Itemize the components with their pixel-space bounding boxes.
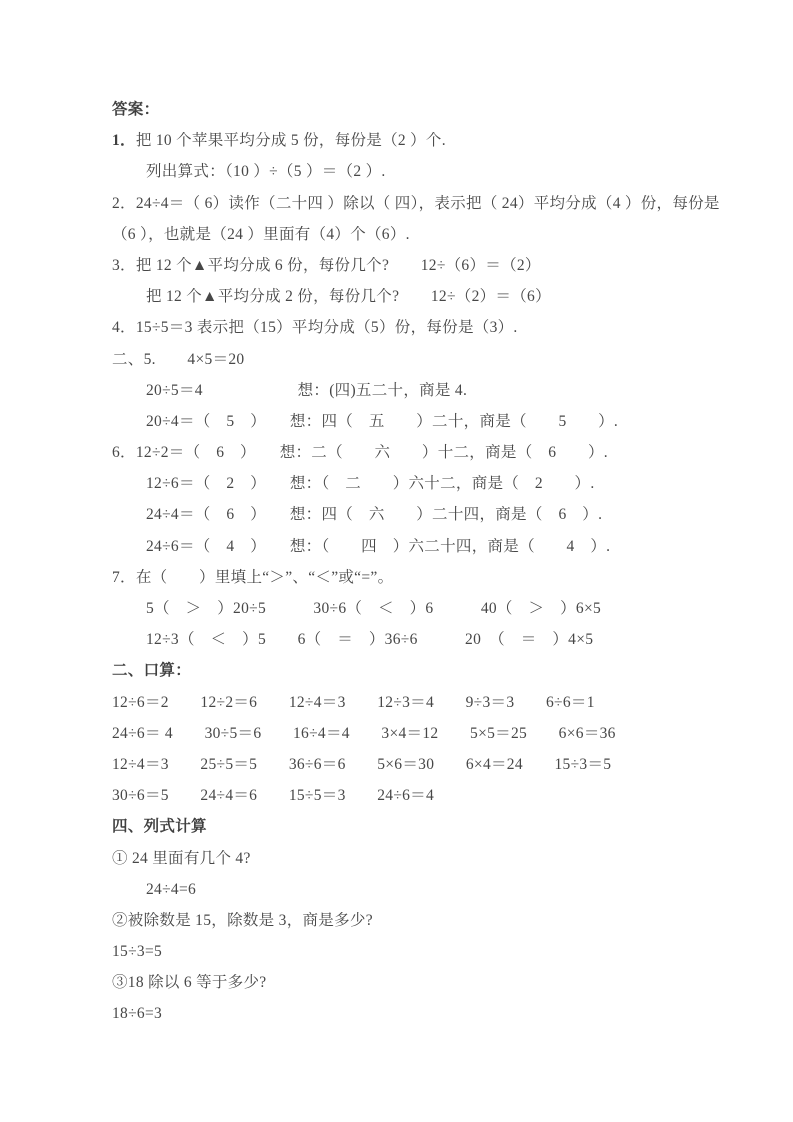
line-prefix: 答案： [112,101,160,118]
line-text: 24÷6＝ 4 30÷5＝6 16÷4＝4 3×4＝12 5×5＝25 6×6＝36 [112,724,616,742]
line-text: 24÷6＝（ 4 ） 想：（ 四 ）六二十四，商是（ 4 ）. [146,537,611,555]
lieshi-a2 [112,936,693,967]
lieshi-q2 [112,905,693,936]
answer-line-4 [112,312,693,343]
line-prefix: 1． [112,132,136,150]
section-koousuan-header [112,655,693,686]
line-text: 24÷4＝（ 6 ） 想：四（ 六 ）二十四，商是（ 6 ）. [146,506,603,524]
line-text: 7．在（ ）里填上“＞”、“＜”或“=”。 [112,568,394,586]
lieshi-a3 [112,998,693,1029]
answer-line-2 [112,188,720,219]
line-text: 20÷5＝4 想：(四)五二十，商是 4. [146,381,468,399]
line-text: 2．24÷4＝（ 6）读作（二十四 ）除以（ 四），表示把（ 24）平均分成（4 ）份，每份是 [112,194,720,212]
section2-item5 [112,344,693,375]
line-text: 3．把 12 个▲平均分成 6 份，每份几个? 12÷（6）＝（2） [112,256,541,274]
item7-title [112,562,693,593]
item6-line3 [112,499,693,530]
item6-line2 [112,468,693,499]
line-text: 30÷6＝5 24÷4＝6 15÷5＝3 24÷6＝4 [112,787,435,805]
koousuan-row4 [112,780,693,811]
line-text: 4．15÷5＝3 表示把（15）平均分成（5）份，每份是（3）. [112,319,518,337]
answer-line-3b [112,281,693,312]
item7-row2 [112,624,693,655]
line-text: 18÷6=3 [112,1005,163,1023]
line-text: 20÷4＝（ 5 ） 想：四（ 五 ）二十，商是（ 5 ）. [146,412,619,430]
line-text: 24÷4=6 [146,880,197,898]
answer-line-1 [112,125,693,156]
answer-line-1-equation [112,156,693,187]
line-text: （6 ），也就是（24 ）里面有（4）个（6）. [112,225,410,243]
line-prefix: 四、列式计算 [112,818,207,836]
line-text: 12÷4＝3 25÷5＝5 36÷6＝6 5×6＝30 6×4＝24 15÷3＝5 [112,755,612,773]
page-title [112,94,693,125]
item5-line2 [112,375,693,406]
koousuan-row1 [112,687,693,718]
item6-line4 [112,531,693,562]
lieshi-a1 [112,874,693,905]
line-text: 5（ ＞ ）20÷5 30÷6（ ＜ ）6 40（ ＞ ）6×5 [146,600,602,617]
line-text: 把 12 个▲平均分成 2 份，每份几个? 12÷（2）＝（6） [146,288,551,306]
item7-row1 [112,593,693,624]
koousuan-row2 [112,718,693,749]
section-lieshi-header [112,811,693,842]
answer-line-2-cont [112,219,693,250]
line-text: ① 24 里面有几个 4? [112,849,251,867]
line-text: 12÷6＝（ 2 ） 想：（ 二 ）六十二，商是（ 2 ）. [146,475,595,493]
lieshi-q3 [112,967,693,998]
line-text: 12÷3（ ＜ ）5 6（ ＝ ）36÷6 20 （ ＝ ）4×5 [146,631,594,649]
koousuan-row3 [112,749,693,780]
line-prefix: 二、口算： [112,662,192,680]
line-text: 列出算式：（10 ）÷（5 ）＝（2 ）. [146,163,386,181]
lieshi-q1 [112,843,693,874]
line-text: ③18 除以 6 等于多少? [112,974,267,992]
item6-line1 [112,437,693,468]
line-text: 把 10 个苹果平均分成 5 份，每份是（2 ）个. [135,132,446,150]
line-text: 15÷3=5 [112,943,163,961]
item5-line3 [112,406,693,437]
line-text: 12÷6＝2 12÷2＝6 12÷4＝3 12÷3＝4 9÷3＝3 6÷6＝1 [112,693,595,711]
line-text: 6．12÷2＝（ 6 ） 想：二（ 六 ）十二，商是（ 6 ）. [112,444,608,462]
line-text: ②被除数是 15，除数是 3，商是多少? [112,911,373,929]
answer-line-3a [112,250,693,281]
line-text: 二、5. 4×5＝20 [112,350,245,368]
